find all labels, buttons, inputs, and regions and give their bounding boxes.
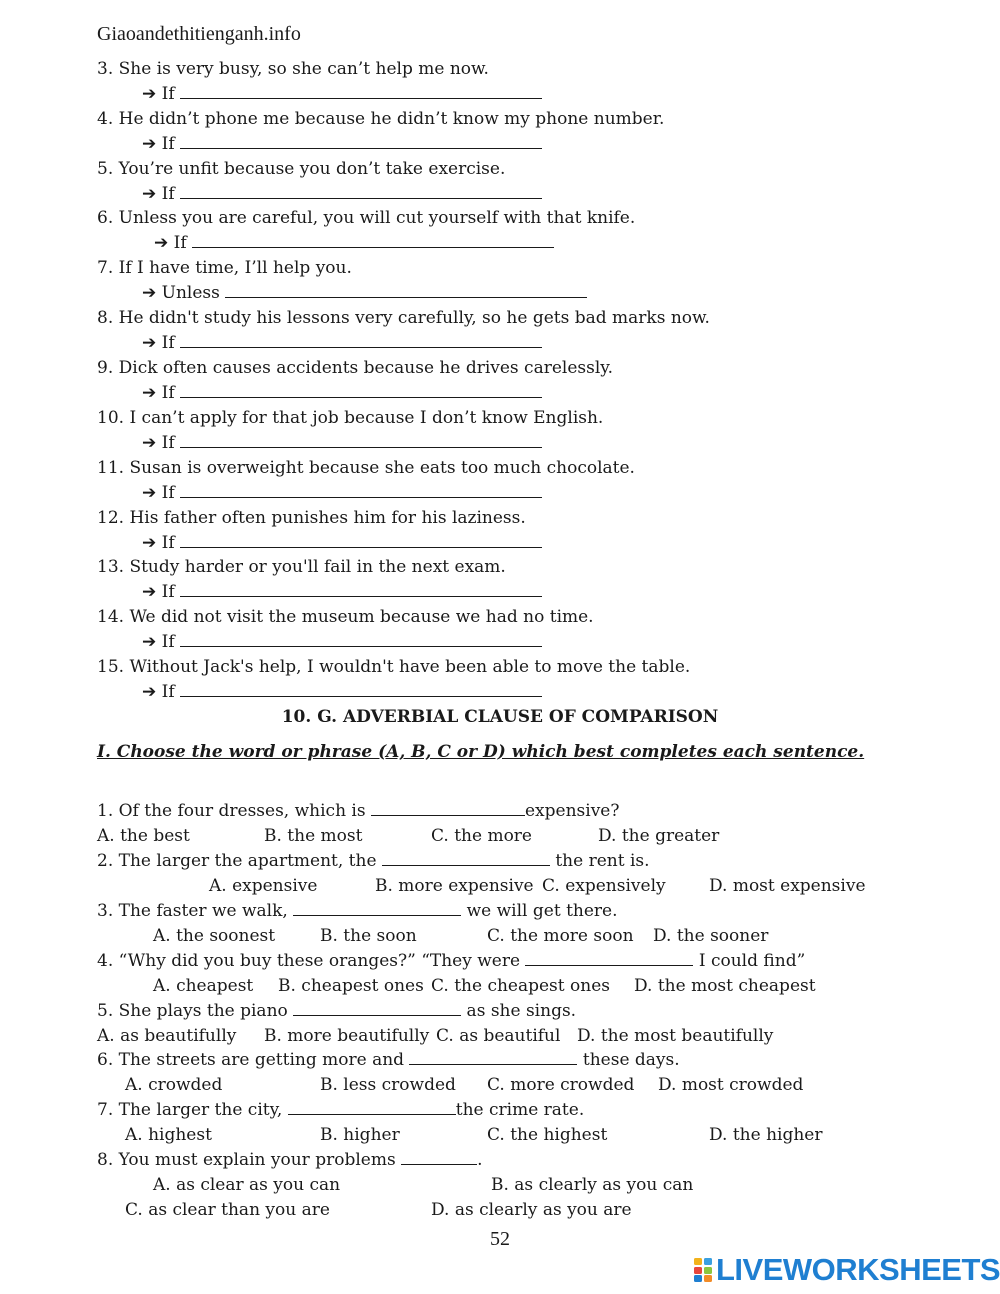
answer-blank[interactable] — [180, 383, 542, 398]
mc-option[interactable]: D. as clearly as you are — [431, 1200, 632, 1220]
mc-question: 7. The larger the city, the crime rate. — [97, 1100, 585, 1120]
answer-line: ➔ If — [142, 682, 542, 702]
mc-option[interactable]: C. the more soon — [487, 926, 634, 946]
arrow-icon: ➔ — [142, 533, 157, 553]
arrow-icon: ➔ — [142, 483, 157, 503]
answer-blank[interactable] — [180, 433, 542, 448]
answer-blank[interactable] — [293, 901, 461, 916]
mc-option[interactable]: D. most expensive — [709, 876, 866, 896]
mc-option[interactable]: A. cheapest — [153, 976, 254, 996]
mc-option[interactable]: B. as clearly as you can — [491, 1175, 694, 1195]
mc-option[interactable]: D. the greater — [598, 826, 720, 846]
arrow-icon: ➔ — [142, 582, 157, 602]
mc-option[interactable]: B. more expensive — [375, 876, 534, 896]
answer-line: ➔ If — [142, 483, 542, 503]
answer-blank[interactable] — [180, 84, 542, 99]
liveworksheets-logo — [694, 1253, 1000, 1287]
answer-line: ➔ If — [142, 433, 542, 453]
question-text: 15. Without Jack's help, I wouldn't have been able to move the table. — [97, 657, 691, 677]
answer-line: ➔ If — [142, 383, 542, 403]
answer-blank[interactable] — [180, 333, 542, 348]
liveworksheets-logo-icon — [694, 1258, 712, 1282]
arrow-icon: ➔ — [142, 632, 157, 652]
answer-blank[interactable] — [192, 233, 554, 248]
question-text: 12. His father often punishes him for his laziness. — [97, 508, 526, 528]
mc-option[interactable]: B. higher — [320, 1125, 400, 1145]
answer-line: ➔ If — [142, 184, 542, 204]
question-text: 5. You’re unfit because you don’t take exercise. — [97, 159, 506, 179]
mc-question: 8. You must explain your problems . — [97, 1150, 483, 1170]
mc-option[interactable]: B. the soon — [320, 926, 417, 946]
answer-line: ➔ Unless — [142, 283, 587, 303]
mc-option[interactable]: D. the sooner — [653, 926, 769, 946]
mc-option[interactable]: A. the soonest — [153, 926, 276, 946]
question-text: 7. If I have time, I’ll help you. — [97, 258, 352, 278]
answer-blank[interactable] — [180, 134, 542, 149]
logo-text: LIVEWORKSHEETS — [716, 1252, 1000, 1287]
mc-option[interactable]: B. cheapest ones — [278, 976, 424, 996]
mc-option[interactable]: C. as clear than you are — [125, 1200, 330, 1220]
mc-option[interactable]: C. the more — [431, 826, 532, 846]
mc-question: 1. Of the four dresses, which is expensive? — [97, 801, 620, 821]
section-heading: 10. G. ADVERBIAL CLAUSE OF COMPARISON — [281, 707, 719, 727]
mc-option[interactable]: A. the best — [97, 826, 190, 846]
mc-option[interactable]: C. the cheapest ones — [431, 976, 610, 996]
arrow-icon: ➔ — [142, 184, 157, 204]
mc-option[interactable]: D. the higher — [709, 1125, 823, 1145]
question-text: 9. Dick often causes accidents because he drives carelessly. — [97, 358, 614, 378]
mc-option[interactable]: C. more crowded — [487, 1075, 635, 1095]
mc-option[interactable]: A. highest — [125, 1125, 212, 1145]
answer-blank[interactable] — [180, 483, 542, 498]
answer-blank[interactable] — [525, 951, 693, 966]
mc-option[interactable]: B. less crowded — [320, 1075, 456, 1095]
answer-blank[interactable] — [371, 801, 525, 816]
arrow-icon: ➔ — [142, 283, 157, 303]
mc-question: 3. The faster we walk, we will get there. — [97, 901, 618, 921]
mc-question: 6. The streets are getting more and these days. — [97, 1050, 680, 1070]
answer-line: ➔ If — [142, 134, 542, 154]
mc-question: 4. “Why did you buy these oranges?” “They were I could find” — [97, 951, 806, 971]
answer-blank[interactable] — [180, 682, 542, 697]
answer-line: ➔ If — [142, 84, 542, 104]
answer-line: ➔ If — [154, 233, 554, 253]
mc-option[interactable]: D. most crowded — [658, 1075, 804, 1095]
mc-option[interactable]: C. expensively — [542, 876, 666, 896]
answer-blank[interactable] — [401, 1150, 477, 1165]
question-text: 14. We did not visit the museum because we had no time. — [97, 607, 594, 627]
arrow-icon: ➔ — [154, 233, 169, 253]
arrow-icon: ➔ — [142, 333, 157, 353]
mc-option[interactable]: A. as beautifully — [97, 1026, 237, 1046]
arrow-icon: ➔ — [142, 134, 157, 154]
mc-option[interactable]: A. expensive — [209, 876, 318, 896]
question-text: 6. Unless you are careful, you will cut yourself with that knife. — [97, 208, 636, 228]
arrow-icon: ➔ — [142, 433, 157, 453]
answer-blank[interactable] — [382, 851, 550, 866]
answer-blank[interactable] — [409, 1050, 577, 1065]
mc-option[interactable]: C. the highest — [487, 1125, 608, 1145]
answer-blank[interactable] — [225, 283, 587, 298]
answer-line: ➔ If — [142, 533, 542, 553]
mc-question: 2. The larger the apartment, the the rent is. — [97, 851, 650, 871]
mc-question: 5. She plays the piano as she sings. — [97, 1001, 577, 1021]
question-text: 4. He didn’t phone me because he didn’t know my phone number. — [97, 109, 665, 129]
mc-option[interactable]: A. crowded — [125, 1075, 223, 1095]
question-text: 10. I can’t apply for that job because I don’t know English. — [97, 408, 604, 428]
answer-blank[interactable] — [180, 533, 542, 548]
instruction-text: I. Choose the word or phrase (A, B, C or D) which best completes each sentence. — [97, 742, 865, 762]
arrow-icon: ➔ — [142, 84, 157, 104]
page-number: 52 — [490, 1228, 510, 1250]
question-text: 3. She is very busy, so she can’t help me now. — [97, 59, 489, 79]
answer-blank[interactable] — [288, 1100, 456, 1115]
mc-option[interactable]: D. the most cheapest — [634, 976, 816, 996]
mc-option[interactable]: D. the most beautifully — [577, 1026, 774, 1046]
mc-option[interactable]: A. as clear as you can — [153, 1175, 341, 1195]
site-name: Giaoandethitienganh.info — [97, 23, 301, 45]
answer-blank[interactable] — [180, 184, 542, 199]
answer-line: ➔ If — [142, 333, 542, 353]
answer-blank[interactable] — [180, 632, 542, 647]
answer-blank[interactable] — [180, 582, 542, 597]
mc-option[interactable]: B. the most — [264, 826, 363, 846]
question-text: 11. Susan is overweight because she eats too much chocolate. — [97, 458, 635, 478]
mc-option[interactable]: B. more beautifully — [264, 1026, 430, 1046]
mc-option[interactable]: C. as beautiful — [436, 1026, 561, 1046]
question-text: 13. Study harder or you'll fail in the next exam. — [97, 557, 506, 577]
answer-blank[interactable] — [293, 1001, 461, 1016]
answer-line: ➔ If — [142, 632, 542, 652]
arrow-icon: ➔ — [142, 682, 157, 702]
answer-line: ➔ If — [142, 582, 542, 602]
question-text: 8. He didn't study his lessons very carefully, so he gets bad marks now. — [97, 308, 710, 328]
arrow-icon: ➔ — [142, 383, 157, 403]
